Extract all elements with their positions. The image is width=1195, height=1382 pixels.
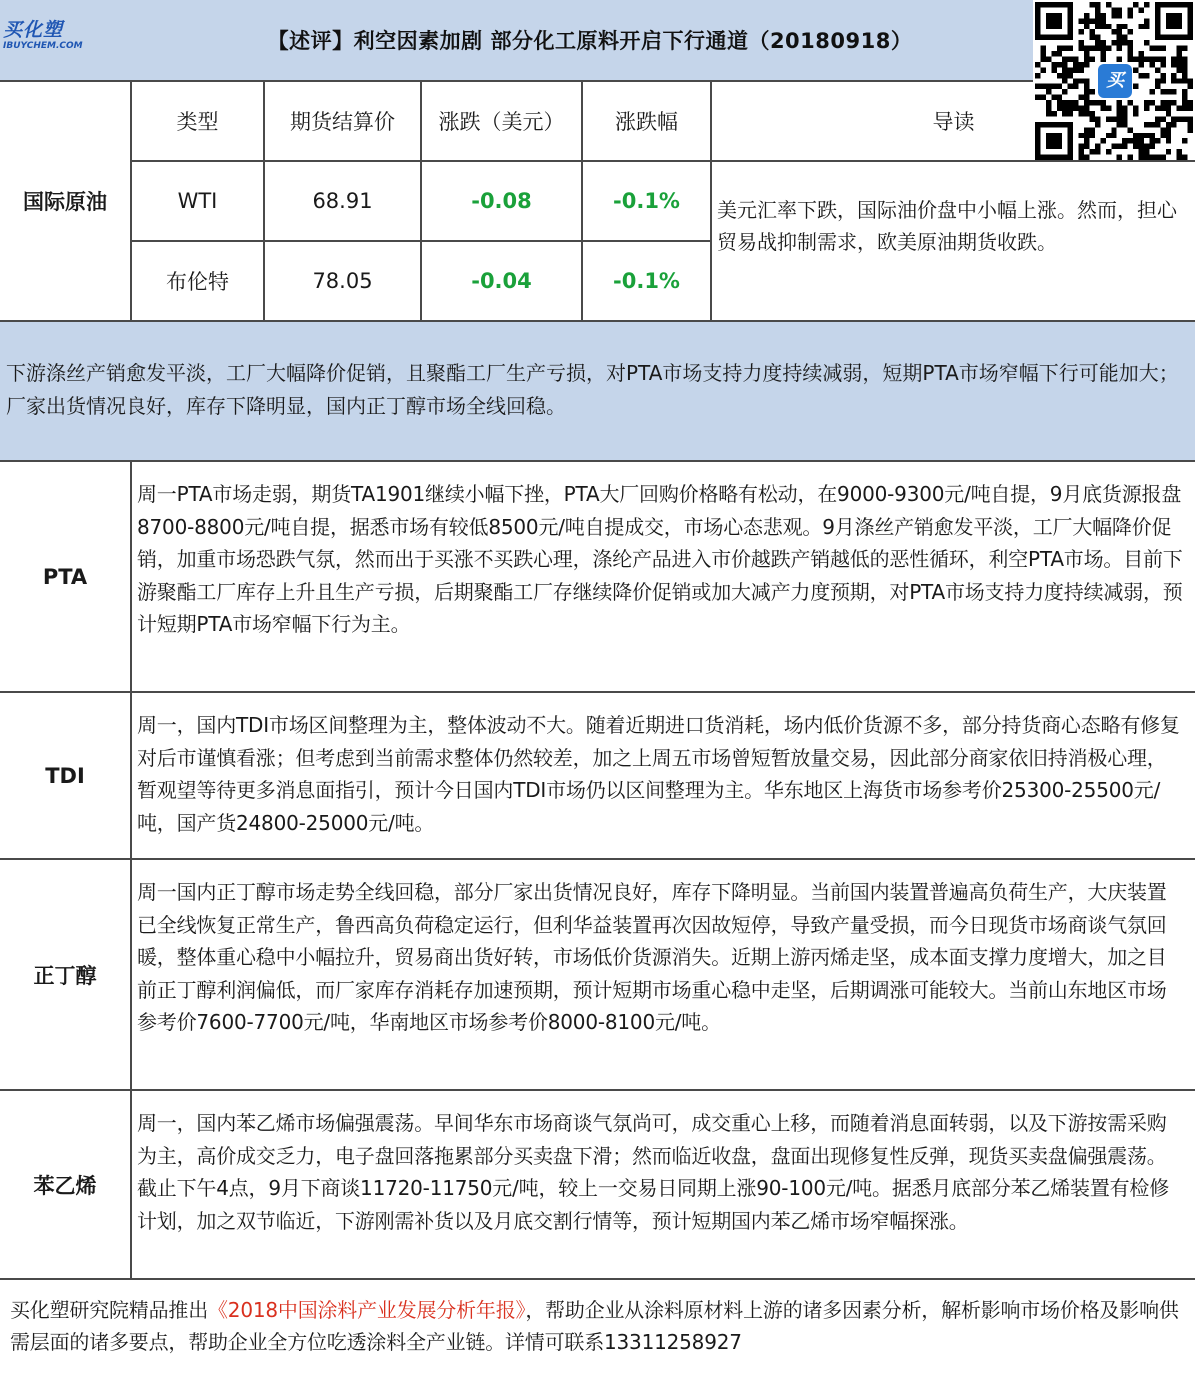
col-header-price: 期货结算价	[265, 82, 422, 162]
page-title: 【述评】利空因素加剧 部分化工原料开启下行通道（20180918）	[267, 29, 913, 53]
section-styrene	[0, 1091, 1195, 1280]
crude-oil-label: 国际原油	[0, 82, 132, 320]
section-text: 周一，国内苯乙烯市场偏强震荡。早间华东市场商谈气氛尚可，成交重心上移，而随着消息面转弱，以及下游按需采购为主，高价成交乏力，电子盘回落拖累部分买卖盘下滑；然而临近收盘，盘面出现修复性反弹，现货买卖盘偏强震荡。截止下午4点，9月下商谈11720-11750元/吨，较上一交易日同期上涨90-100元/吨。据悉月底部分苯乙烯装置有检修计划，加之双节临近，下游刚需补货以及月底交割行情等，预计短期国内苯乙烯市场窄幅探涨。	[137, 1111, 1170, 1233]
footer-suffix: ，帮助企业从涂料原材料上游的诸多因素分析，解析影响市场价格及影响供需层面的诸多要点，帮助企业全方位吃透涂料全产业链。详情可联系13311258927	[10, 1298, 1179, 1354]
brand-logo[interactable]	[3, 20, 113, 60]
logo-text: 买化塑	[3, 19, 64, 41]
table-cell-type: WTI	[132, 162, 265, 242]
section-label: TDI	[0, 693, 132, 858]
table-cell-type: 布伦特	[132, 242, 265, 320]
section-text: 周一PTA市场走弱，期货TA1901继续小幅下挫，PTA大厂回购价格略有松动，在9000-9300元/吨自提，9月底货源报盘8700-8800元/吨自提，据悉市场有较低8500元/吨自提成交，市场心态悲观。9月涤丝产销愈发平淡，工厂大幅降价促销，加重市场恐跌气氛，然而出于买涨不买跌心理，涤纶产品进入市价越跌产销越低的恶性循环，利空PTA市场。目前下游聚酯工厂库存上升且生产亏损，后期聚酯工厂存继续降价促销或加大减产力度预期，对PTA市场支持力度持续减弱，预计短期PTA市场窄幅下行为主。	[137, 482, 1183, 636]
report-link[interactable]: 《2018中国涂料产业发展分析年报》	[208, 1298, 526, 1322]
table-cell-pct: -0.1%	[583, 242, 712, 320]
crude-oil-guide: 美元汇率下跌，国际油价盘中小幅上涨。然而，担心贸易战抑制需求，欧美原油期货收跌。	[717, 198, 1177, 254]
section-label: PTA	[0, 462, 132, 691]
header-bar	[0, 0, 1195, 82]
table-cell-price: 68.91	[265, 162, 422, 242]
section-text: 周一国内正丁醇市场走势全线回稳，部分厂家出货情况良好，库存下降明显。当前国内装置普遍高负荷生产，大庆装置已全线恢复正常生产，鲁西高负荷稳定运行，但利华益装置再次因故短停，导致产量受损，而今日现货市场商谈气氛回暖，整体重心稳中小幅拉升，贸易商出货好转，市场低价货源消失。近期上游丙烯走坚，成本面支撑力度增大，加之目前正丁醇利润偏低，而厂家库存消耗存加速预期，预计短期市场重心稳中走坚，后期调涨可能较大。当前山东地区市场参考价7600-7700元/吨，华南地区市场参考价8000-8100元/吨。	[137, 880, 1167, 1034]
footer-prefix: 买化塑研究院精品推出	[10, 1298, 208, 1322]
section-text: 周一，国内TDI市场区间整理为主，整体波动不大。随着近期进口货消耗，场内低价货源不多，部分持货商心态略有修复对后市谨慎看涨；但考虑到当前需求整体仍然较差，加之上周五市场曾短暂放量交易，因此部分商家依旧持消极心理，暂观望等待更多消息面指引，预计今日国内TDI市场仍以区间整理为主。华东地区上海货市场参考价25300-25500元/吨，国产货24800-25000元/吨。	[137, 713, 1180, 835]
logo-subtext: IBUYCHEM.COM	[3, 41, 83, 51]
section-n-butanol	[0, 860, 1195, 1091]
col-header-pct: 涨跌幅	[583, 82, 712, 162]
col-header-guide: 导读	[712, 82, 1195, 162]
crude-oil-table	[0, 82, 1195, 322]
section-label: 正丁醇	[0, 860, 132, 1089]
section-pta	[0, 462, 1195, 693]
table-cell-change: -0.08	[422, 162, 583, 242]
table-cell-change: -0.04	[422, 242, 583, 320]
promo-footer	[0, 1280, 1195, 1382]
section-tdi	[0, 693, 1195, 860]
table-cell-price: 78.05	[265, 242, 422, 320]
section-label: 苯乙烯	[0, 1091, 132, 1278]
col-header-change: 涨跌（美元）	[422, 82, 583, 162]
market-summary: 下游涤丝产销愈发平淡，工厂大幅降价促销，且聚酯工厂生产亏损，对PTA市场支持力度持续减弱，短期PTA市场窄幅下行可能加大；厂家出货情况良好，库存下降明显，国内正丁醇市场全线回稳。	[0, 322, 1195, 462]
table-cell-pct: -0.1%	[583, 162, 712, 242]
qr-brand-icon: 买	[1098, 64, 1132, 98]
col-header-type: 类型	[132, 82, 265, 162]
